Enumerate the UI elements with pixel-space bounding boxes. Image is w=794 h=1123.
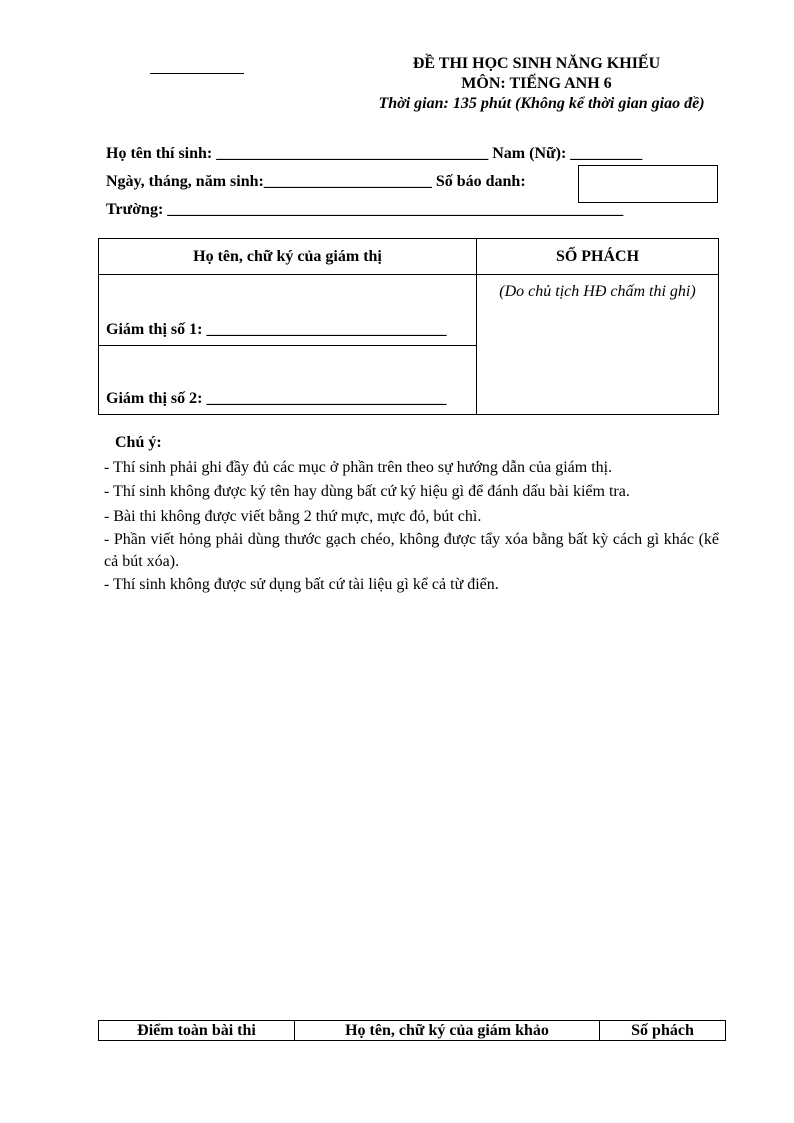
notes-title: Chú ý: xyxy=(115,434,162,451)
score-table xyxy=(98,1020,726,1041)
note-item: - Thí sinh không được ký tên hay dùng bất cứ ký hiệu gì để đánh dấu bài kiểm tra. xyxy=(104,483,630,500)
so-phach-note: (Do chủ tịch HĐ chấm thi ghi) xyxy=(477,275,719,415)
so-phach-header: SỐ PHÁCH xyxy=(477,239,719,275)
exam-time: Thời gian: 135 phút (Không kể thời gian giao đề) xyxy=(378,95,705,112)
invigilator-2-field[interactable]: Giám thị số 2: ______________________________ xyxy=(99,346,477,415)
note-item: - Phần viết hỏng phải dùng thước gạch chéo, không được tẩy xóa bằng bất kỳ cách gì khác (kể cả bút xóa). xyxy=(104,531,719,570)
notes-section xyxy=(104,431,719,598)
candidate-dob-line: Ngày, tháng, năm sinh:_____________________ Số báo danh: xyxy=(106,173,526,190)
candidate-name-line: Họ tên thí sinh: __________________________________ Nam (Nữ): _________ xyxy=(106,145,643,162)
top-left-rule xyxy=(150,73,244,74)
note-item: - Thí sinh phải ghi đầy đủ các mục ở phần trên theo sự hướng dẫn của giám thị. xyxy=(104,458,613,476)
note-item: - Bài thi không được viết bằng 2 thứ mực, mực đỏ, bút chì. xyxy=(104,507,482,525)
examiner-header: Họ tên, chữ ký của giám khảo xyxy=(295,1021,600,1041)
exam-subject: MÔN: TIẾNG ANH 6 xyxy=(461,75,612,92)
invigilator-table xyxy=(98,238,719,415)
so-phach-footer-header: Số phách xyxy=(600,1021,726,1041)
candidate-school-line: Trường: _________________________________________________________ xyxy=(106,201,624,218)
invigilator-1-field[interactable]: Giám thị số 1: ______________________________ xyxy=(99,275,477,346)
score-header: Điểm toàn bài thi xyxy=(99,1021,295,1041)
candidate-number-box[interactable] xyxy=(578,165,718,203)
invigilator-header: Họ tên, chữ ký của giám thị xyxy=(99,239,477,275)
note-item: - Thí sinh không được sử dụng bất cứ tài liệu gì kể cả từ điển. xyxy=(104,576,499,593)
exam-title: ĐỀ THI HỌC SINH NĂNG KHIẾU xyxy=(412,55,661,72)
